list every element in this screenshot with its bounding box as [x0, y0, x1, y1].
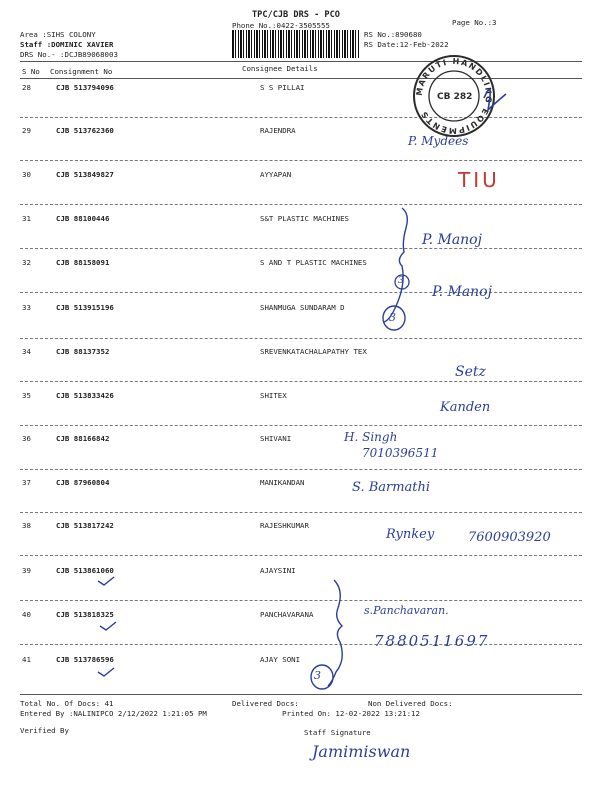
document-title: TPC/CJB DRS - PCO [252, 10, 340, 20]
staff-signature-label: Staff Signature [304, 728, 371, 737]
row-sno: 28 [22, 83, 31, 92]
stamp-ring-text: MARUTI HANDLING EQUIPMENTS [414, 56, 494, 136]
row-consignee: AYYAPAN [260, 170, 292, 179]
row-consignment: CJB 88137352 [56, 347, 110, 356]
row-consignment: CJB 513915196 [56, 303, 114, 312]
printed-on: Printed On: 12-02-2022 13:21:12 [282, 709, 420, 718]
phone-38: 7600903920 [468, 530, 551, 545]
row-consignee: AJAYSINI [260, 566, 296, 575]
signature-37: S. Barmathi [352, 480, 431, 495]
row-sno: 40 [22, 610, 31, 619]
circle-3-label-2: 3 [398, 276, 404, 286]
phone-number: Phone No.:0422-3505555 [232, 21, 330, 30]
row-consignment: CJB 87960804 [56, 478, 110, 487]
signature-38: Rynkey [386, 527, 435, 542]
row-consignee: SHITEX [260, 391, 287, 400]
row-consignee: MANIKANDAN [260, 478, 305, 487]
circle-3-label-3: 3 [389, 311, 396, 324]
row-consignee: RAJESHKUMAR [260, 521, 309, 530]
row-consignee: SHANMUGA SUNDARAM D [260, 303, 345, 312]
rs-date: RS Date:12-Feb-2022 [364, 40, 449, 49]
row-consignee: RAJENDRA [260, 126, 296, 135]
column-sno: S No [22, 67, 40, 76]
row-sno: 35 [22, 391, 31, 400]
total-docs: Total No. Of Docs: 41 [20, 699, 114, 708]
row-consignee: S AND T PLASTIC MACHINES [260, 258, 367, 267]
check-mark-39 [98, 577, 114, 585]
check-mark-40 [100, 622, 116, 630]
row-consignment: CJB 88166842 [56, 434, 110, 443]
phone-36: 7010396511 [362, 446, 439, 460]
row-consignee: S S PILLAI [260, 83, 305, 92]
row-consignment: CJB 513818325 [56, 610, 114, 619]
signature-35: Kanden [440, 400, 491, 415]
stamp-inner-text: CB 282 [437, 92, 473, 102]
row-sno: 31 [22, 214, 31, 223]
area-label: Area :SIHS COLONY [20, 30, 96, 39]
row-sno: 41 [22, 655, 31, 664]
signature-34: Setz [455, 364, 486, 380]
rs-number: RS No.:890680 [364, 30, 422, 39]
circle-3-label: 3 [314, 669, 321, 682]
verified-by: Verified By [20, 726, 69, 735]
row-consignment: CJB 513786596 [56, 655, 114, 664]
non-delivered-docs: Non Delivered Docs: [368, 699, 453, 708]
row-sno: 38 [22, 521, 31, 530]
row-sno: 30 [22, 170, 31, 179]
staff-label: Staff :DOMINIC XAVIER [20, 40, 114, 49]
column-consignment: Consignment No [50, 67, 113, 76]
tiu-annotation: TIU [458, 168, 500, 192]
signature-31: P. Manoj [422, 232, 482, 248]
row-sno: 32 [22, 258, 31, 267]
row-sno: 39 [22, 566, 31, 575]
staff-signature: Jamimiswan [312, 742, 411, 761]
row-consignee: PANCHAVARANA [260, 610, 314, 619]
row-consignment: CJB 513762360 [56, 126, 114, 135]
row-consignee: SHIVANI [260, 434, 292, 443]
entered-by: Entered By :NALINIPCO 2/12/2022 1:21:05 PM [20, 709, 207, 718]
drs-number: DRS No.- :DCJB89068003 [20, 50, 118, 59]
column-consignee: Consignee Details [242, 64, 318, 73]
row-sno: 29 [22, 126, 31, 135]
signature-40: s.Panchavaran. [364, 604, 449, 617]
row-consignment: CJB 513817242 [56, 521, 114, 530]
delivered-docs: Delivered Docs: [232, 699, 299, 708]
row-sno: 36 [22, 434, 31, 443]
bracket-31-33 [384, 208, 407, 322]
row-consignment: CJB 88158091 [56, 258, 110, 267]
row-sno: 37 [22, 478, 31, 487]
row-sno: 34 [22, 347, 31, 356]
signature-36: H. Singh [344, 430, 398, 444]
company-stamp [414, 56, 506, 136]
page-number: Page No.:3 [452, 18, 497, 27]
check-mark-41 [98, 668, 114, 676]
row-consignment: CJB 513861060 [56, 566, 114, 575]
row-consignee: SREVENKATACHALAPATHY TEX [260, 347, 367, 356]
signature-29: P. Mydees [408, 134, 469, 148]
row-consignee: S&T PLASTIC MACHINES [260, 214, 349, 223]
row-consignment: CJB 513794096 [56, 83, 114, 92]
row-consignee: AJAY SONI [260, 655, 301, 664]
row-consignment: CJB 513833426 [56, 391, 114, 400]
bracket-39-41 [328, 580, 342, 686]
row-consignment: CJB 88100446 [56, 214, 110, 223]
signature-32: P. Manoj [432, 284, 492, 300]
row-consignment: CJB 513849827 [56, 170, 114, 179]
phone-40: 7880511697 [374, 632, 490, 650]
row-sno: 33 [22, 303, 31, 312]
